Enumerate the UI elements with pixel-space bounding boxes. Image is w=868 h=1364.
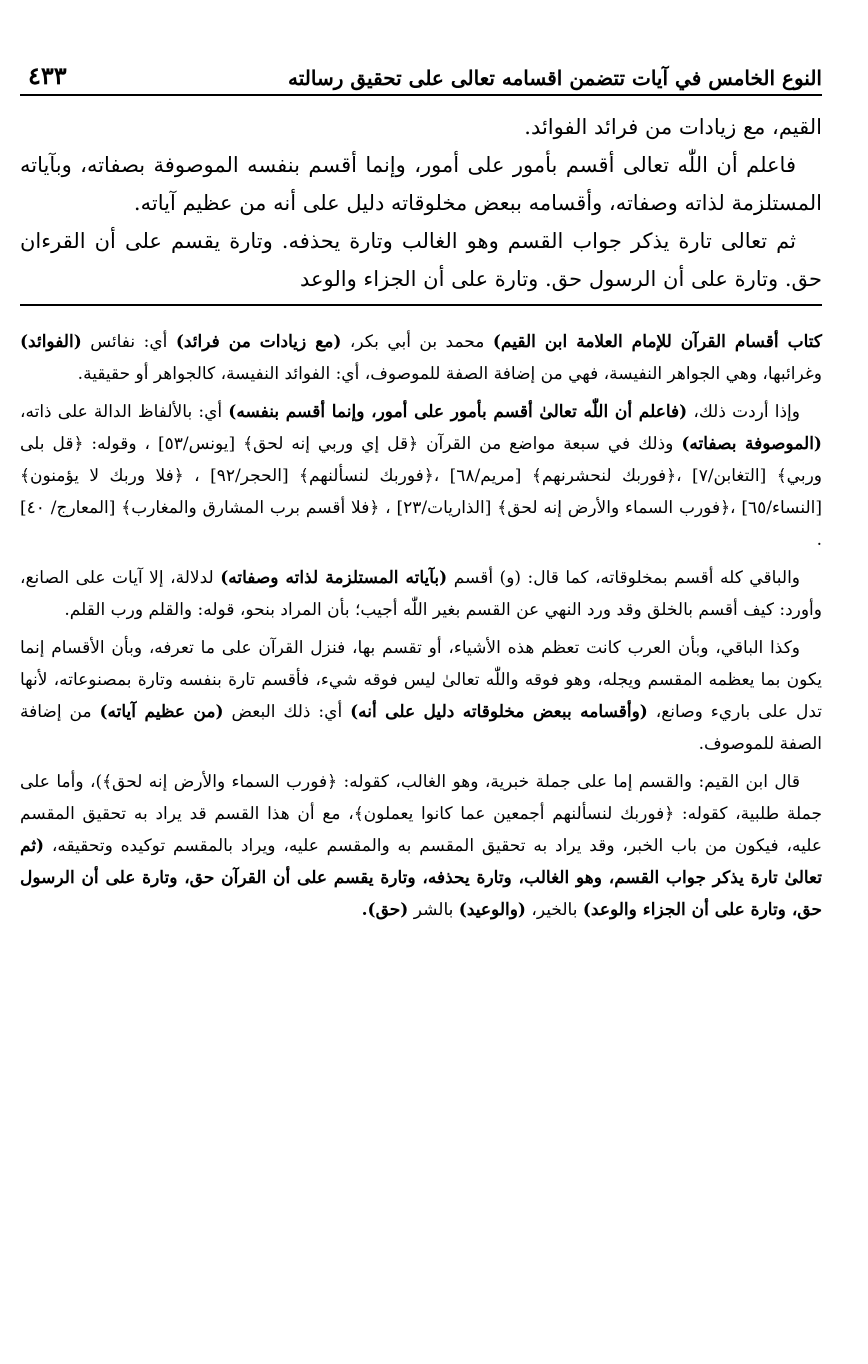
- commentary-text: بالشر: [408, 900, 459, 920]
- quoted-matn-text: (الموصوفة بصفاته): [681, 434, 822, 454]
- commentary-text: وغرائبها، وهي الجواهر النفيسة، فهي من إضافة الصفة للموصوف، أي: الفوائد النفيسة، كالجواهر أو حقيقية.: [77, 364, 822, 384]
- commentary-text: محمد بن أبي بكر،: [341, 332, 493, 352]
- commentary-section: [20, 326, 822, 926]
- commentary-text: أي: بالألفاظ الدالة على ذاته،: [20, 402, 229, 422]
- quoted-matn-text: (من عظيم آياته): [99, 702, 224, 722]
- quoted-matn-text: (مع زيادات من فرائد): [175, 332, 342, 352]
- main-paragraph: القيم، مع زيادات من فرائد الفوائد.: [524, 115, 822, 139]
- main-paragraph: ثم تعالى تارة يذكر جواب القسم وهو الغالب وتارة يحذفه. وتارة يقسم على أن القرءان حق. وتارة على أن الرسول حق. وتارة على أن الجزاء والوعد: [20, 229, 822, 291]
- commentary-paragraph: [20, 766, 822, 926]
- quoted-matn-text: (بآياته المستلزمة لذاته وصفاته): [220, 568, 448, 588]
- quoted-matn-text: (والوعيد): [458, 900, 526, 920]
- page-number: ٤٣٣: [28, 61, 67, 90]
- commentary-text: لدلالة، إلا آيات على الصانع، وأورد: كيف أقسم بالخلق وقد ورد النهي عن القسم بغير اللّٰه أجيب؛ بأن المراد بنحو، قوله: والقلم ورب القلم.: [20, 568, 822, 620]
- page-header: [20, 44, 822, 96]
- commentary-text: وإذا أردت ذلك،: [687, 402, 800, 422]
- main-paragraph: فاعلم أن اللّٰه تعالى أقسم بأمور على أمور، وإنما أقسم بنفسه الموصوفة بصفاته، وبآياته المستلزمة لذاته وصفاته، وأقسامه ببعض مخلوقاته دليل على أنه من عظيم آياته.: [20, 153, 822, 215]
- commentary-text: وذلك في سبعة مواضع من القرآن ﴿قل إي وربي إنه لحق﴾ [يونس/٥٣] ، وقوله: ﴿قل بلى وربي﴾ [التغابن/٧] ،﴿فوربك لنحشرنهم﴾ [مريم/٦٨] ،﴿فوربك لنسألنهم﴾ [الحجر/٩٢] ، ﴿فلا وربك لا يؤمنون﴾ [النساء/٦٥] ،﴿فورب السماء والأرض إنه لحق﴾ [الذاريات/٢٣] ، ﴿فلا أقسم برب المشارق والمغارب﴾ [المعارج/ ٤٠] .: [20, 434, 822, 550]
- quoted-matn-text: (وأقسامه ببعض مخلوقاته دليل على أنه): [350, 702, 648, 722]
- commentary-paragraph: [20, 562, 822, 626]
- running-title: النوع الخامس في آيات تتضمن اقسامه تعالى على تحقيق رسالته: [288, 66, 822, 90]
- quoted-matn-text: (الفوائد): [20, 332, 82, 352]
- commentary-paragraph: [20, 396, 822, 556]
- quoted-matn-text: (فاعلم أن اللّٰه تعالىٰ أقسم بأمور على أمور، وإنما أقسم بنفسه): [228, 402, 688, 422]
- commentary-paragraph: [20, 632, 822, 760]
- commentary-text: قال ابن القيم: والقسم إما على جملة خبرية، وهو الغالب، كقوله: ﴿فورب السماء والأرض إنه لحق﴾)، وأما على جملة طلبية، كقوله: ﴿فوربك لنسألنهم أجمعين عما كانوا يعملون﴾، مع أن هذا القسم قد يراد به تحقيق المقسم عليه، فيكون من باب الخبر، وقد يراد به تحقيق المقسم به والمقسم عليه، ويراد بالمقسم توكيده وتحقيقه،: [20, 772, 822, 856]
- quoted-matn-text: كتاب أقسام القرآن للإمام العلامة ابن القيم): [492, 332, 822, 352]
- quoted-matn-text: (حق).: [361, 900, 409, 920]
- commentary-text: بالخير،: [525, 900, 583, 920]
- main-text: [20, 108, 822, 298]
- separator-rule: [20, 304, 822, 306]
- quoted-matn-text: (ثم تعالىٰ تارة يذكر جواب القسم، وهو الغالب، وتارة يحذفه، وتارة يقسم على أن القرآن حق، وتارة على أن الرسول حق، وتارة على أن الجزاء والوعد): [20, 836, 822, 920]
- commentary-text: من إضافة الصفة للموصوف.: [20, 702, 822, 754]
- commentary-text: أي: نفائس: [81, 332, 176, 352]
- commentary-paragraph: [20, 326, 822, 390]
- commentary-text: والباقي كله أقسم بمخلوقاته، كما قال: (و) أقسم: [447, 568, 801, 588]
- commentary-text: أي: ذلك البعض: [223, 702, 351, 722]
- commentary-text: وكذا الباقي، وبأن العرب كانت تعظم هذه الأشياء، أو تقسم بها، فنزل القرآن على ما تعرفه، وبأن الأقسام إنما يكون بما يعظمه المقسم ويجله، وهو فوقه واللّٰه تعالىٰ ليس فوقه شيء، فأقسم تارة بنفسه وتارة بمصنوعاته، لأنها تدل على باريء وصانع،: [20, 638, 823, 722]
